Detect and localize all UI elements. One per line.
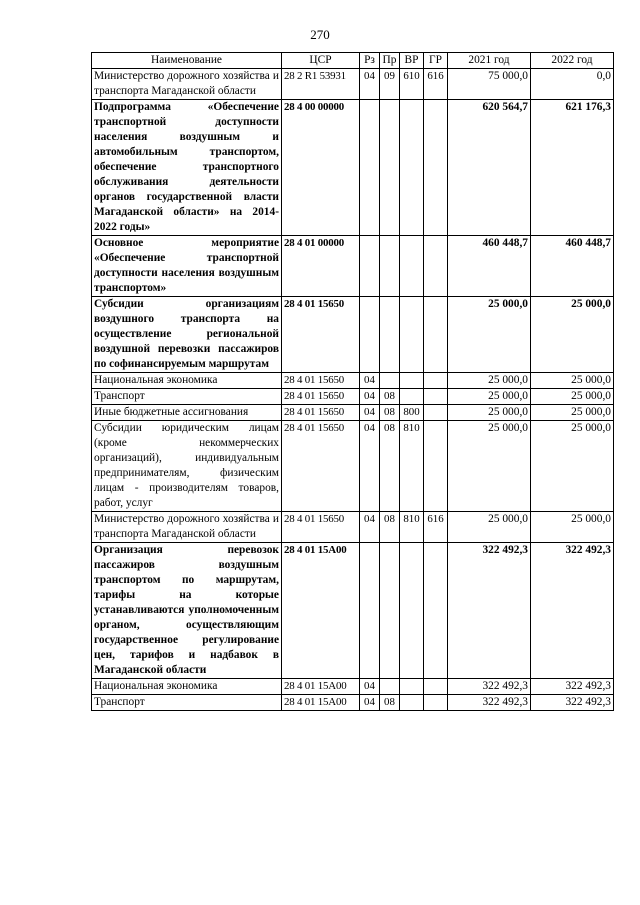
cell-rz: 04 bbox=[360, 405, 380, 421]
header-2022: 2022 год bbox=[531, 53, 614, 69]
header-2021: 2021 год bbox=[448, 53, 531, 69]
cell-gr bbox=[424, 679, 448, 695]
cell-name: Министерство дорожного хозяйства и транспорта Магаданской области bbox=[92, 69, 282, 100]
cell-csr: 28 4 01 00000 bbox=[282, 236, 360, 297]
cell-rz: 04 bbox=[360, 512, 380, 543]
cell-2021: 25 000,0 bbox=[448, 389, 531, 405]
cell-name: Субсидии юридическим лицам (кроме некоммерческих организаций), индивидуальным предпринимателям, физическим лицам - производителям товаров, работ, услуг bbox=[92, 421, 282, 512]
cell-gr bbox=[424, 373, 448, 389]
cell-csr: 28 4 01 15650 bbox=[282, 421, 360, 512]
cell-pr: 08 bbox=[380, 389, 400, 405]
cell-name: Министерство дорожного хозяйства и транспорта Магаданской области bbox=[92, 512, 282, 543]
cell-vr bbox=[400, 373, 424, 389]
header-vr: ВР bbox=[400, 53, 424, 69]
page-number: 270 bbox=[310, 27, 330, 42]
cell-name: Подпрограмма «Обеспечение транспортной доступности населения воздушным и автомобильным транспортом, обеспечение транспортного обслуживания деятельности органов государственной власти Магаданской области» на 2014-2022 годы» bbox=[92, 100, 282, 236]
cell-rz bbox=[360, 297, 380, 373]
cell-name: Основное мероприятие «Обеспечение транспортной доступности населения воздушным транспортом» bbox=[92, 236, 282, 297]
header-rz: Рз bbox=[360, 53, 380, 69]
table-header-row bbox=[92, 53, 614, 69]
cell-vr: 810 bbox=[400, 512, 424, 543]
cell-2022: 322 492,3 bbox=[531, 543, 614, 679]
table-row bbox=[92, 543, 614, 679]
table-row bbox=[92, 679, 614, 695]
cell-2021: 25 000,0 bbox=[448, 512, 531, 543]
cell-gr bbox=[424, 236, 448, 297]
table-row bbox=[92, 695, 614, 711]
cell-pr: 08 bbox=[380, 405, 400, 421]
cell-name: Организация перевозок пассажиров воздушным транспортом по маршрутам, тарифы на которые устанавливаются уполномоченным органом, осуществляющим государственное регулирование цен, тарифов и надбавок в Магаданской области bbox=[92, 543, 282, 679]
cell-pr bbox=[380, 543, 400, 679]
cell-2022: 322 492,3 bbox=[531, 679, 614, 695]
cell-2021: 25 000,0 bbox=[448, 373, 531, 389]
table-row bbox=[92, 69, 614, 100]
table-row bbox=[92, 389, 614, 405]
cell-rz: 04 bbox=[360, 69, 380, 100]
cell-name: Субсидии организациям воздушного транспорта на осуществление региональной воздушной перевозки пассажиров по софинансируемым маршрутам bbox=[92, 297, 282, 373]
cell-gr bbox=[424, 100, 448, 236]
cell-name: Транспорт bbox=[92, 389, 282, 405]
cell-2022: 25 000,0 bbox=[531, 297, 614, 373]
table-row bbox=[92, 512, 614, 543]
cell-2021: 25 000,0 bbox=[448, 421, 531, 512]
cell-csr: 28 2 R1 53931 bbox=[282, 69, 360, 100]
cell-csr: 28 4 01 15650 bbox=[282, 373, 360, 389]
cell-2021: 322 492,3 bbox=[448, 679, 531, 695]
cell-csr: 28 4 01 15A00 bbox=[282, 543, 360, 679]
cell-rz: 04 bbox=[360, 695, 380, 711]
header-csr: ЦСР bbox=[282, 53, 360, 69]
cell-pr: 08 bbox=[380, 695, 400, 711]
cell-rz bbox=[360, 236, 380, 297]
table-row bbox=[92, 100, 614, 236]
cell-pr: 09 bbox=[380, 69, 400, 100]
cell-pr: 08 bbox=[380, 512, 400, 543]
cell-2021: 25 000,0 bbox=[448, 405, 531, 421]
cell-2022: 0,0 bbox=[531, 69, 614, 100]
cell-pr bbox=[380, 679, 400, 695]
cell-gr bbox=[424, 543, 448, 679]
cell-csr: 28 4 01 15650 bbox=[282, 297, 360, 373]
cell-rz: 04 bbox=[360, 421, 380, 512]
cell-rz bbox=[360, 543, 380, 679]
cell-2022: 25 000,0 bbox=[531, 389, 614, 405]
cell-name: Национальная экономика bbox=[92, 679, 282, 695]
cell-vr: 610 bbox=[400, 69, 424, 100]
cell-2022: 621 176,3 bbox=[531, 100, 614, 236]
cell-pr bbox=[380, 373, 400, 389]
cell-vr bbox=[400, 543, 424, 679]
cell-name: Иные бюджетные ассигнования bbox=[92, 405, 282, 421]
cell-name: Национальная экономика bbox=[92, 373, 282, 389]
cell-gr: 616 bbox=[424, 69, 448, 100]
table-row bbox=[92, 421, 614, 512]
cell-csr: 28 4 01 15650 bbox=[282, 512, 360, 543]
header-pr: Пр bbox=[380, 53, 400, 69]
cell-gr bbox=[424, 389, 448, 405]
cell-2022: 460 448,7 bbox=[531, 236, 614, 297]
cell-2021: 75 000,0 bbox=[448, 69, 531, 100]
cell-gr: 616 bbox=[424, 512, 448, 543]
cell-vr bbox=[400, 695, 424, 711]
cell-pr bbox=[380, 236, 400, 297]
cell-vr bbox=[400, 100, 424, 236]
cell-2021: 25 000,0 bbox=[448, 297, 531, 373]
table-row bbox=[92, 297, 614, 373]
table-row bbox=[92, 236, 614, 297]
cell-2021: 322 492,3 bbox=[448, 695, 531, 711]
cell-vr: 810 bbox=[400, 421, 424, 512]
cell-2022: 322 492,3 bbox=[531, 695, 614, 711]
cell-csr: 28 4 01 15A00 bbox=[282, 695, 360, 711]
cell-pr: 08 bbox=[380, 421, 400, 512]
budget-table bbox=[91, 52, 614, 711]
cell-vr bbox=[400, 389, 424, 405]
cell-gr bbox=[424, 421, 448, 512]
cell-gr bbox=[424, 297, 448, 373]
cell-vr: 800 bbox=[400, 405, 424, 421]
cell-vr bbox=[400, 236, 424, 297]
cell-rz: 04 bbox=[360, 373, 380, 389]
table-row bbox=[92, 405, 614, 421]
header-name: Наименование bbox=[92, 53, 282, 69]
table-row bbox=[92, 373, 614, 389]
cell-gr bbox=[424, 405, 448, 421]
cell-vr bbox=[400, 297, 424, 373]
cell-2021: 460 448,7 bbox=[448, 236, 531, 297]
cell-csr: 28 4 01 15650 bbox=[282, 389, 360, 405]
cell-rz bbox=[360, 100, 380, 236]
cell-2022: 25 000,0 bbox=[531, 373, 614, 389]
cell-rz: 04 bbox=[360, 389, 380, 405]
cell-gr bbox=[424, 695, 448, 711]
cell-pr bbox=[380, 297, 400, 373]
cell-rz: 04 bbox=[360, 679, 380, 695]
cell-2022: 25 000,0 bbox=[531, 421, 614, 512]
cell-2022: 25 000,0 bbox=[531, 405, 614, 421]
cell-csr: 28 4 01 15A00 bbox=[282, 679, 360, 695]
cell-name: Транспорт bbox=[92, 695, 282, 711]
cell-pr bbox=[380, 100, 400, 236]
cell-2021: 322 492,3 bbox=[448, 543, 531, 679]
cell-2021: 620 564,7 bbox=[448, 100, 531, 236]
cell-csr: 28 4 01 15650 bbox=[282, 405, 360, 421]
cell-2022: 25 000,0 bbox=[531, 512, 614, 543]
header-gr: ГР bbox=[424, 53, 448, 69]
cell-vr bbox=[400, 679, 424, 695]
table-body bbox=[92, 69, 614, 711]
cell-csr: 28 4 00 00000 bbox=[282, 100, 360, 236]
